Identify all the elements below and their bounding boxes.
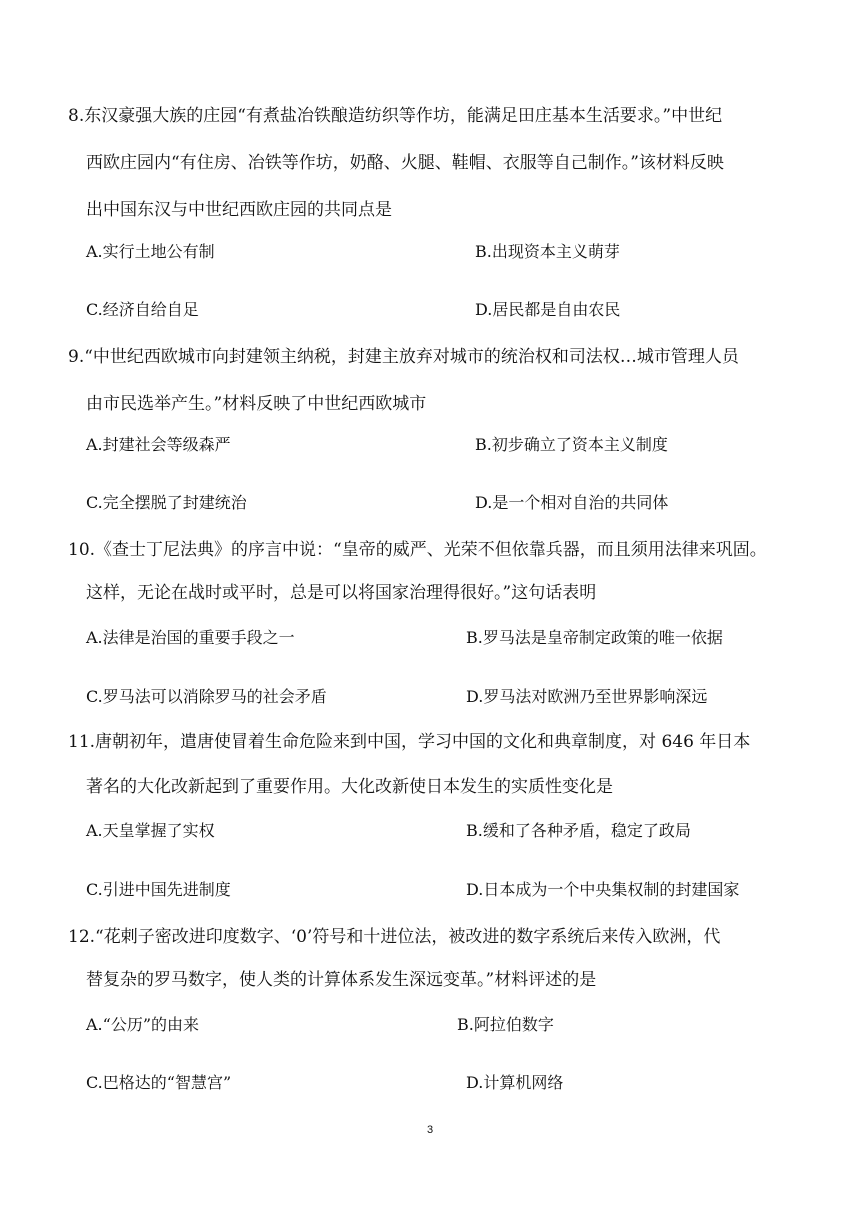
question-10-line-1: 10.《查士丁尼法典》的序言中说：“皇帝的威严、光荣不但依靠兵器，而且须用法律来巩固。 xyxy=(68,540,767,560)
question-11-line-2: 著名的大化改新起到了重要作用。大化改新使日本发生的实质性变化是 xyxy=(86,777,613,797)
question-12-option-a[interactable]: A.“公历”的由来 xyxy=(86,1015,200,1034)
question-9-option-c[interactable]: C.完全摆脱了封建统治 xyxy=(86,493,247,512)
page-number: 3 xyxy=(426,1124,434,1136)
question-9-option-b[interactable]: B.初步确立了资本主义制度 xyxy=(475,435,668,454)
question-8-line-2: 西欧庄园内“有住房、冶铁等作坊，奶酪、火腿、鞋帽、衣服等自己制作。”该材料反映 xyxy=(86,153,724,173)
question-11-option-b[interactable]: B.缓和了各种矛盾，稳定了政局 xyxy=(466,821,691,840)
question-11-option-c[interactable]: C.引进中国先进制度 xyxy=(86,880,231,899)
question-12-option-d[interactable]: D.计算机网络 xyxy=(466,1073,564,1092)
question-10-option-d[interactable]: D.罗马法对欧洲乃至世界影响深远 xyxy=(466,687,708,706)
question-12-line-1: 12.“花剌子密改进印度数字、‘0’符号和十进位法，被改进的数字系统后来传入欧洲，代 xyxy=(68,927,721,947)
question-9-line-2: 由市民选举产生。”材料反映了中世纪西欧城市 xyxy=(86,394,427,414)
question-8-option-d[interactable]: D.居民都是自由农民 xyxy=(475,300,621,319)
question-8-option-b[interactable]: B.出现资本主义萌芽 xyxy=(475,242,620,261)
question-8-option-c[interactable]: C.经济自给自足 xyxy=(86,300,199,319)
question-8-line-3: 出中国东汉与中世纪西欧庄园的共同点是 xyxy=(86,200,392,220)
question-10-option-a[interactable]: A.法律是治国的重要手段之一 xyxy=(86,628,295,647)
question-11-option-a[interactable]: A.天皇掌握了实权 xyxy=(86,821,215,840)
question-11-option-d[interactable]: D.日本成为一个中央集权制的封建国家 xyxy=(466,880,740,899)
question-10-option-c[interactable]: C.罗马法可以消除罗马的社会矛盾 xyxy=(86,687,327,706)
question-8-line-1: 8.东汉豪强大族的庄园“有煮盐冶铁酿造纺织等作坊，能满足田庄基本生活要求。”中世纪 xyxy=(68,106,723,126)
question-12-line-2: 替复杂的罗马数字，使人类的计算体系发生深远变革。”材料评述的是 xyxy=(86,970,597,990)
question-10-line-2: 这样，无论在战时或平时，总是可以将国家治理得很好。”这句话表明 xyxy=(86,583,597,603)
question-9-option-a[interactable]: A.封建社会等级森严 xyxy=(86,435,231,454)
question-12-option-b[interactable]: B.阿拉伯数字 xyxy=(457,1015,554,1034)
question-9-option-d[interactable]: D.是一个相对自治的共同体 xyxy=(475,493,669,512)
question-11-line-1: 11.唐朝初年，遣唐使冒着生命危险来到中国，学习中国的文化和典章制度，对 646 年日本 xyxy=(68,732,751,752)
question-10-option-b[interactable]: B.罗马法是皇帝制定政策的唯一依据 xyxy=(466,628,723,647)
question-8-option-a[interactable]: A.实行土地公有制 xyxy=(86,242,215,261)
question-9-line-1: 9.“中世纪西欧城市向封建领主纳税，封建主放弃对城市的统治权和司法权…城市管理人员 xyxy=(68,347,739,367)
question-12-option-c[interactable]: C.巴格达的“智慧宫” xyxy=(86,1073,232,1092)
